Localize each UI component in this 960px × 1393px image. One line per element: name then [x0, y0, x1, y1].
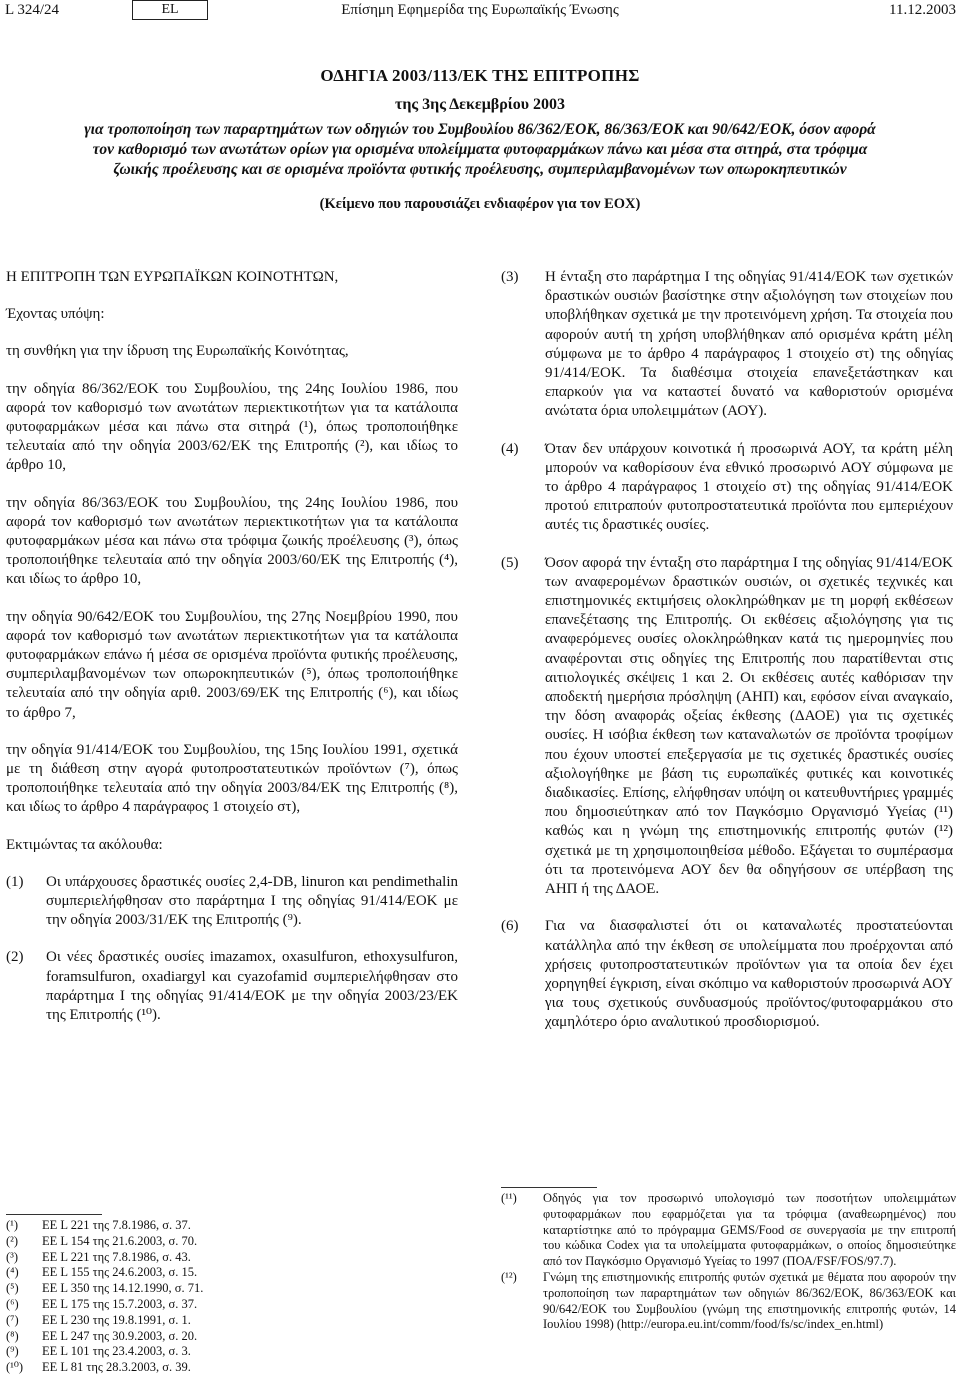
- footnote-text: ΕΕ L 221 της 7.8.1986, σ. 43.: [42, 1249, 191, 1264]
- left-column: [6, 268, 458, 1025]
- recital-number: (5): [501, 554, 519, 571]
- footnote-text: ΕΕ L 175 της 15.7.2003, σ. 37.: [42, 1296, 198, 1311]
- footnote: [6, 1297, 446, 1313]
- footnote-text: ΕΕ L 350 της 14.12.1990, σ. 71.: [42, 1281, 204, 1296]
- recital-text: Οι νέες δραστικές ουσίες imazamox, oxasulfuron, ethoxysulfuron, foramsulfuron, oxadiargyl και cyazofamid συμπεριελήφθησαν στο παράρτημα Ι της οδηγίας 91/414/ΕΟΚ με την οδηγία 2003/23/ΕΚ της Επιτροπής (¹⁰).: [46, 949, 458, 1024]
- footnote-text: ΕΕ L 81 της 28.3.2003, σ. 39.: [42, 1360, 191, 1375]
- footnote: [6, 1218, 446, 1234]
- footnote-text: ΕΕ L 230 της 19.8.1991, σ. 1.: [42, 1312, 191, 1327]
- footnote: [6, 1234, 446, 1250]
- footnote-marker: (²): [6, 1233, 19, 1248]
- having-regard: Έχοντας υπόψη:: [6, 306, 105, 323]
- recital-6: [501, 917, 953, 1032]
- footnotes-right: [501, 1191, 956, 1333]
- page-header: [0, 0, 960, 22]
- directive-title: ΟΔΗΓΙΑ 2003/113/ΕΚ ΤΗΣ ΕΠΙΤΡΟΠΗΣ: [320, 66, 640, 85]
- footnote-marker: (⁴): [6, 1265, 19, 1280]
- whereas-heading: Εκτιμώντας τα ακόλουθα:: [6, 836, 163, 853]
- footnote: [6, 1265, 446, 1281]
- recital-text: Όταν δεν υπάρχουν κοινοτικά ή προσωρινά ΑΟΥ, τα κράτη μέλη μπορούν να καθορίσουν ένα εθνικό προσωρινό ΑΟΥ σύμφωνα με το άρθρο 4 παράγραφος 1 στοιχείο στ) της οδηγίας 91/414/ΕΟΚ προτού επιτραπούν φυτοπροστατευτικά προϊόντα που εμπεριέχουν αυτές τις δραστικές ουσίες.: [545, 440, 953, 534]
- footnote: [6, 1329, 446, 1345]
- directive-subject: για τροποποίηση των παραρτημάτων των οδηγιών του Συμβουλίου 86/362/ΕΟΚ, 86/363/ΕΟΚ και 90/642/ΕΟΚ, όσον αφορά τον καθορισμό των ανωτάτων ορίων για ορισμένα υπολείμματα φυτοφαρμάκων πάνω και μέσα στα σιτηρά, στα τρόφιμα ζωικής προέλευσης και σε ορισμένα προϊόντα φυτικής προέλευσης, συμπεριλαμβανομένων των οπωροκηπευτικών: [84, 121, 876, 178]
- journal-title: Επίσημη Εφημερίδα της Ευρωπαϊκής Ένωσης: [341, 2, 619, 18]
- recital-5: [501, 554, 953, 900]
- commission-heading: Η ΕΠΙΤΡΟΠΗ ΤΩΝ ΕΥΡΩΠΑΪΚΩΝ ΚΟΙΝΟΤΗΤΩΝ,: [6, 269, 339, 285]
- recital-3: [501, 268, 953, 422]
- footnote-marker: (⁹): [6, 1344, 19, 1359]
- publication-date: 11.12.2003: [889, 2, 956, 18]
- footnote: [6, 1344, 446, 1360]
- title-block: [60, 66, 900, 213]
- footnote-text: ΕΕ L 154 της 21.6.2003, σ. 70.: [42, 1233, 198, 1248]
- recital-text: Οι υπάρχουσες δραστικές ουσίες 2,4-DB, linuron και pendimethalin συμπεριελήφθησαν στο παράρτημα Ι της οδηγίας 91/414/ΕΟΚ με την οδηγία 2003/31/ΕΚ της Επιτροπής (⁹).: [46, 873, 458, 929]
- footnote-text: ΕΕ L 221 της 7.8.1986, σ. 37.: [42, 1218, 191, 1232]
- footnote-marker: (¹²): [501, 1269, 517, 1284]
- footnote-marker: (⁵): [6, 1281, 19, 1296]
- recital-text: Όσον αφορά την ένταξη στο παράρτημα Ι της οδηγίας 91/414/ΕΟΚ των αναφερομένων δραστικών ουσιών, οι σχετικές τεχνικές και επιστημονικές εκτιμήσεις ολοκληρώθηκαν με τη μορφή εκθέσεων επανεξέτασης της Επιτροπής. Οι εκθέσεις αξιολόγησης για τις αναφερόμενες ουσίες ολοκληρώθηκαν κατά τις ημερομηνίες που αναφέρονται στις οδηγίες της Επιτροπής που παρατίθενται στις αιτιολογικές σκέψεις 1 και 2. Οι εκθέσεις αυτές καθόρισαν την αποδεκτή ημερήσια πρόσληψη (ΑΗΠ) και, εφόσον είναι αναγκαίο, την δόση αναφοράς οξείας έκθεσης (ΔΑΟΕ) για τις σχετικές ουσίες. Η ισόβια έκθεση των καταναλωτών σε προϊόντα τροφίμων που έχουν υποστεί επεξεργασία με τις σχετικές δραστικές ουσίες αξιολογήθηκε με βάση τις ευρωπαϊκές φυτικές και κοινοτικές διαδικασίες. Επίσης, ελήφθησαν υπόψη οι κατευθυντήριες γραμμές που δημοσιεύτηκαν από τον Παγκόσμιο Οργανισμό Υγείας (¹¹) καθώς και η γνώμη της επιστημονικής επιτροπής φυτών (¹²) σχετικά με τη χρησιμοποιηθείσα μέθοδο. Εξάγεται το συμπέρασμα ότι τα προτεινόμενα ΑΟΥ δεν θα οδηγήσουν σε υπέρβαση της ΑΗΠ ή της ΔΑΟΕ.: [545, 554, 953, 898]
- footnote-marker: (³): [6, 1249, 19, 1264]
- footnote-text: ΕΕ L 247 της 30.9.2003, σ. 20.: [42, 1328, 198, 1343]
- footnote-marker: (⁶): [6, 1296, 19, 1311]
- footnote: [6, 1360, 446, 1376]
- treaty-citation: τη συνθήκη για την ίδρυση της Ευρωπαϊκής Κοινότητας,: [6, 343, 349, 360]
- recital-text: Για να διασφαλιστεί ότι οι καταναλωτές προστατεύονται κατάλληλα από την έκθεση σε υπολείμματα που προέρχονται από χρήσεις φυτοπροστατευτικών προϊόντων για τα οποία δεν έχει χορηγηθεί έγκριση, είναι σκόπιμο να καθοριστούν προσωρινά ΑΟΥ για τους σχετικούς συνδυασμούς προϊόντος/φυτοφαρμάκου στο χαμηλότερο όριο αναλυτικού προσδιορισμού.: [545, 918, 953, 1031]
- footnote-text: Γνώμη της επιστημονικής επιτροπής φυτών σχετικά με θέματα που αφορούν την τροποποίηση των παραρτημάτων των οδηγιών 86/362/ΕΟΚ, 86/363/ΕΟΚ και 90/642/ΕΟΚ του Συμβουλίου (γνώμη της επιστημονικής επιτροπής φυτών, 14 Ιουλίου 1998) (http://europa.eu.int/comm/food/fs/sc/index_en.html): [543, 1269, 956, 1332]
- footnote-text: ΕΕ L 101 της 23.4.2003, σ. 3.: [42, 1344, 191, 1359]
- footnote: [6, 1313, 446, 1329]
- footnote-text: Οδηγός για τον προσωρινό υπολογισμό των ποσοτήτων υπολειμμάτων φυτοφαρμάκων που εφαρμόζεται για τα τρόφιμα (αναθεωρημένος) που καταρτίστηκε από το πρόγραμμα GEMS/Food σε συνεργασία με την επιτροπή του κώδικα Codex για τα υπολείμματα φυτοφαρμάκων, ο οποίος δημοσιεύτηκε από τον Παγκόσμιο Οργανισμό Υγείας το 1997 (ΠΟΑ/FSF/FOS/97.7).: [543, 1191, 956, 1269]
- footnote-text: ΕΕ L 155 της 24.6.2003, σ. 15.: [42, 1265, 198, 1280]
- footnotes-left: [6, 1218, 446, 1376]
- eea-relevance: (Κείμενο που παρουσιάζει ενδιαφέρον για τον ΕΟΧ): [319, 196, 641, 212]
- footnote-marker: (¹¹): [501, 1191, 517, 1205]
- footnote-divider-left: [6, 1214, 102, 1215]
- citation-directive-90-642: την οδηγία 90/642/ΕΟΚ του Συμβουλίου, της 27ης Νοεμβρίου 1990, που αφορά τον καθορισμό των ανωτάτων περιεκτικοτήτων για τα κατάλοιπα φυτοφαρμάκων επάνω ή μέσα σε ορισμένα προϊόντα φυτικής προέλευσης, συμπεριλαμβανομένων των οπωροκηπευτικών (⁵), όπως τροποποιήθηκε τελευταία από την οδηγία αριθ. 2003/69/ΕΚ της Επιτροπής (⁶), και ιδίως το άρθρο 7,: [6, 608, 458, 721]
- recital-number: (2): [6, 949, 24, 966]
- recital-text: Η ένταξη στο παράρτημα Ι της οδηγίας 91/414/ΕΟΚ των σχετικών δραστικών ουσιών βασίστηκε στην αξιολόγηση των στοιχείων που υποβλήθηκαν σχετικά με την προτεινόμενη χρήση. Τα στοιχεία που αφορούν αυτή τη χρήση υποβλήθηκαν από ορισμένα κράτη μέλη σύμφωνα με το άρθρο 4 παράγραφος 1 στοιχείο στ) της οδηγίας 91/414/ΕΟΚ. Τα διαθέσιμα στοιχεία επανεξετάστηκαν και επαρκούν για να καταστεί δυνατό να καθοριστούν ορισμένα ανώτατα όρια υπολειμμάτων (ΑΟΥ).: [545, 269, 953, 420]
- directive-date: της 3ης Δεκεμβρίου 2003: [394, 96, 566, 113]
- footnote: [6, 1250, 446, 1266]
- recital-number: (1): [6, 873, 24, 890]
- right-column: [501, 268, 953, 1033]
- recital-4: [501, 440, 953, 536]
- footnote-marker: (¹): [6, 1218, 19, 1232]
- footnote-marker: (⁸): [6, 1328, 19, 1343]
- footnote-marker: (¹⁰): [6, 1360, 24, 1375]
- footnote-divider-right: [501, 1187, 597, 1188]
- citation-directive-91-414: την οδηγία 91/414/ΕΟΚ του Συμβουλίου, της 15ης Ιουλίου 1991, σχετικά με τη διάθεση στην αγορά φυτοπροστατευτικών προϊόντων (⁷), όπως τροποποιήθηκε τελευταία από την οδηγία 2003/84/ΕΚ της Επιτροπής (⁸), και ιδίως το άρθρο 4 παράγραφος 1 στοιχείο στ),: [6, 741, 458, 816]
- page-number: L 324/24: [5, 2, 60, 18]
- footnote: [501, 1191, 956, 1270]
- footnote: [6, 1281, 446, 1297]
- language-code: EL: [132, 0, 208, 20]
- recital-number: (4): [501, 440, 519, 457]
- recital-2: [6, 948, 458, 1025]
- citation-directive-86-362: την οδηγία 86/362/ΕΟΚ του Συμβουλίου, της 24ης Ιουλίου 1986, που αφορά τον καθορισμό των ανωτάτων περιεκτικοτήτων για τα κατάλοιπα φυτοφαρμάκων μέσα και πάνω στα σιτηρά (¹), όπως τροποποιήθηκε τελευταία από την οδηγία 2003/62/ΕΚ της Επιτροπής (²), και ιδίως το άρθρο 10,: [6, 380, 458, 474]
- footnote: [501, 1270, 956, 1333]
- recital-number: (6): [501, 918, 519, 935]
- recital-1: [6, 873, 458, 931]
- citation-directive-86-363: την οδηγία 86/363/ΕΟΚ του Συμβουλίου, της 24ης Ιουλίου 1986, που αφορά τον καθορισμό των ανωτάτων περιεκτικοτήτων για τα κατάλοιπα φυτοφαρμάκων μέσα και πάνω στα τρόφιμα ζωικής προέλευσης (³), όπως τροποποιήθηκε τελευταία από την οδηγία 2003/60/ΕΚ της Επιτροπής (⁴), και ιδίως το άρθρο 10,: [6, 494, 458, 588]
- recital-number: (3): [501, 269, 519, 285]
- footnote-marker: (⁷): [6, 1312, 19, 1327]
